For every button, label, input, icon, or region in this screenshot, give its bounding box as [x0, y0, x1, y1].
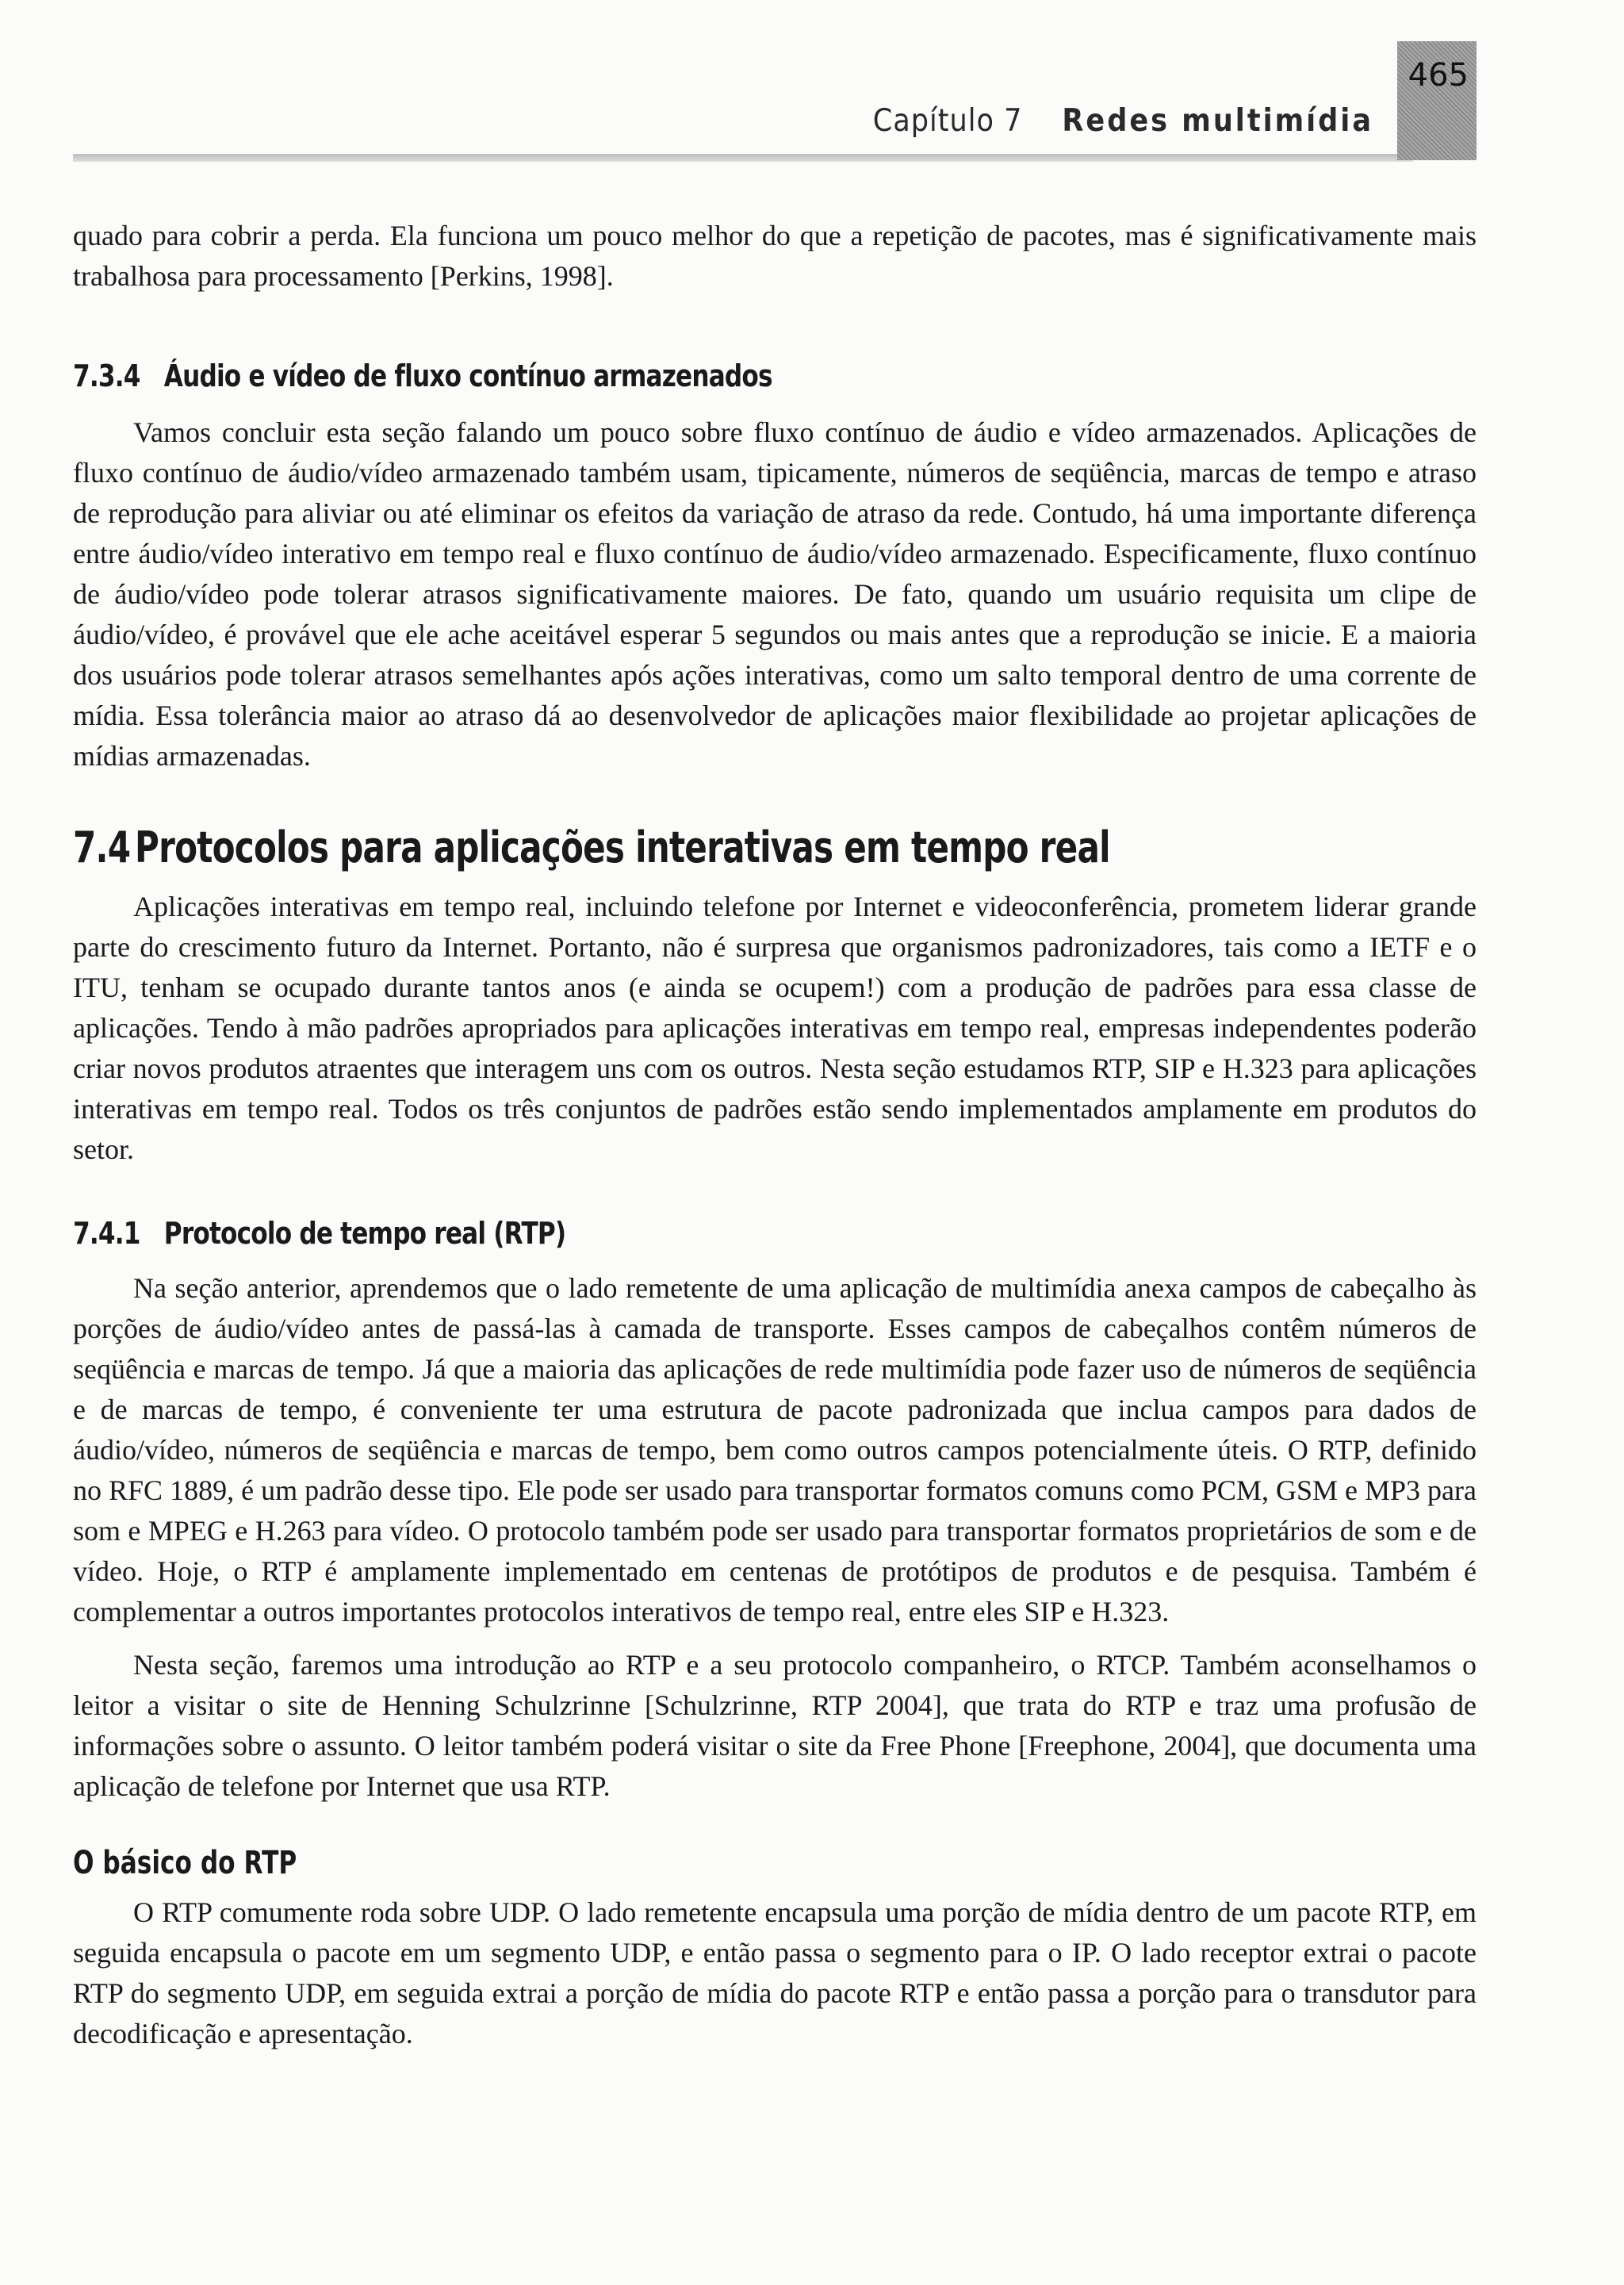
header-rule — [73, 154, 1413, 162]
heading-title: Protocolo de tempo real (RTP) — [163, 1216, 566, 1251]
page-tab — [1397, 41, 1477, 160]
paragraph-7-4-1-a: Na seção anterior, aprendemos que o lado remetente de uma aplicação de multimídia anexa campos de cabeçalho às porções de áudio/vídeo antes de passá-las à camada de transporte. Esses campos de cabeçalhos contêm números de seqüência e marcas de tempo. Já que a maioria das aplicações de rede multimídia pode fazer uso de números de seqüência e de marcas de tempo, é conveniente ter uma estrutura de pacote padronizada que inclua campos para dados de áudio/vídeo, números de seqüência e marcas de tempo, bem como outros campos potencialmente úteis. O RTP, definido no RFC 1889, é um padrão desse tipo. Ele pode ser usado para transportar formatos comuns como PCM, GSM e MP3 para som e MPEG e H.263 para vídeo. O protocolo também pode ser usado para transportar formatos proprietários de som e de vídeo. Hoje, o RTP é amplamente implementado em centenas de protótipos de produtos e de pesquisa. Também é complementar a outros importantes protocolos interativos de tempo real, entre eles SIP e H.323. — [73, 1272, 1477, 1627]
heading-basico: O básico do RTP — [73, 1845, 297, 1881]
heading-title: Áudio e vídeo de fluxo contínuo armazenados — [163, 358, 772, 393]
section-label: Redes multimídia — [1062, 103, 1373, 139]
header-text — [873, 103, 1373, 139]
paragraph-7-3-4: Vamos concluir esta seção falando um pouco sobre fluxo contínuo de áudio e vídeo armazenados. Aplicações de fluxo contínuo de áudio/vídeo armazenado também usam, tipicamente, números de seqüência, marcas de tempo e atraso de reprodução para aliviar ou até eliminar os efeitos da variação de atraso da rede. Contudo, há uma importante diferença entre áudio/vídeo interativo em tempo real e fluxo contínuo de áudio/vídeo armazenado. Especificamente, fluxo contínuo de áudio/vídeo pode tolerar atrasos significativamente maiores. De fato, quando um usuário requisita um clipe de áudio/vídeo, é provável que ele ache aceitável esperar 5 segundos ou mais antes que a reprodução se inicie. E a maioria dos usuários pode tolerar atrasos semelhantes após ações interativas, como um salto temporal dentro de uma corrente de mídia. Essa tolerância maior ao atraso dá ao desenvolvedor de aplicações maior flexibilidade ao projetar aplicações de mídias armazenadas. — [73, 416, 1477, 772]
heading-number: 7.3.4 — [73, 358, 140, 393]
chapter-label: Capítulo 7 — [872, 103, 1023, 139]
heading-7-4 — [73, 822, 1168, 872]
running-header — [73, 57, 1477, 160]
heading-title: Protocolos para aplicações interativas em tempo real — [135, 822, 1110, 872]
paragraph-intro: quado para cobrir a perda. Ela funciona um pouco melhor do que a repetição de pacotes, mas é significativamente mais trabalhosa para processamento [Perkins, 1998]. — [73, 220, 1477, 292]
page-number: 465 — [1408, 57, 1469, 94]
paragraph-7-4: Aplicações interativas em tempo real, incluindo telefone por Internet e videoconferência, prometem liderar grande parte do crescimento futuro da Internet. Portanto, não é surpresa que organismos padronizadores, tais como a IETF e o ITU, tenham se ocupado durante tantos anos (e ainda se ocupem!) com a produção de padrões para essa classe de aplicações. Tendo à mão padrões apropriados para aplicações interativas em tempo real, empresas independentes poderão criar novos produtos atraentes que interagem uns com os outros. Nesta seção estudamos RTP, SIP e H.323 para aplicações interativas em tempo real. Todos os três conjuntos de padrões estão sendo implementados amplamente em produtos do setor. — [73, 891, 1477, 1165]
page-body — [73, 216, 1477, 2054]
heading-7-4-1 — [73, 1216, 1224, 1251]
paragraph-7-4-1-b: Nesta seção, faremos uma introdução ao RTP e a seu protocolo companheiro, o RTCP. Também aconselhamos o leitor a visitar o site de Henning Schulzrinne [Schulzrinne, RTP 2004], que trata do RTP e traz uma profusão de informações sobre o assunto. O leitor também poderá visitar o site da Free Phone [Freephone, 2004], que documenta uma aplicação de telefone por Internet que usa RTP. — [73, 1649, 1477, 1802]
heading-number: 7.4.1 — [73, 1216, 140, 1251]
paragraph-basico: O RTP comumente roda sobre UDP. O lado remetente encapsula uma porção de mídia dentro de um pacote RTP, em seguida encapsula o pacote em um segmento UDP, e então passa o segmento para o IP. O lado receptor extrai o pacote RTP do segmento UDP, em seguida extrai a porção de mídia do pacote RTP e então passa a porção para o transdutor para decodificação e apresentação. — [73, 1896, 1477, 2049]
heading-7-3-4 — [73, 358, 1224, 393]
heading-number: 7.4 — [73, 822, 131, 872]
